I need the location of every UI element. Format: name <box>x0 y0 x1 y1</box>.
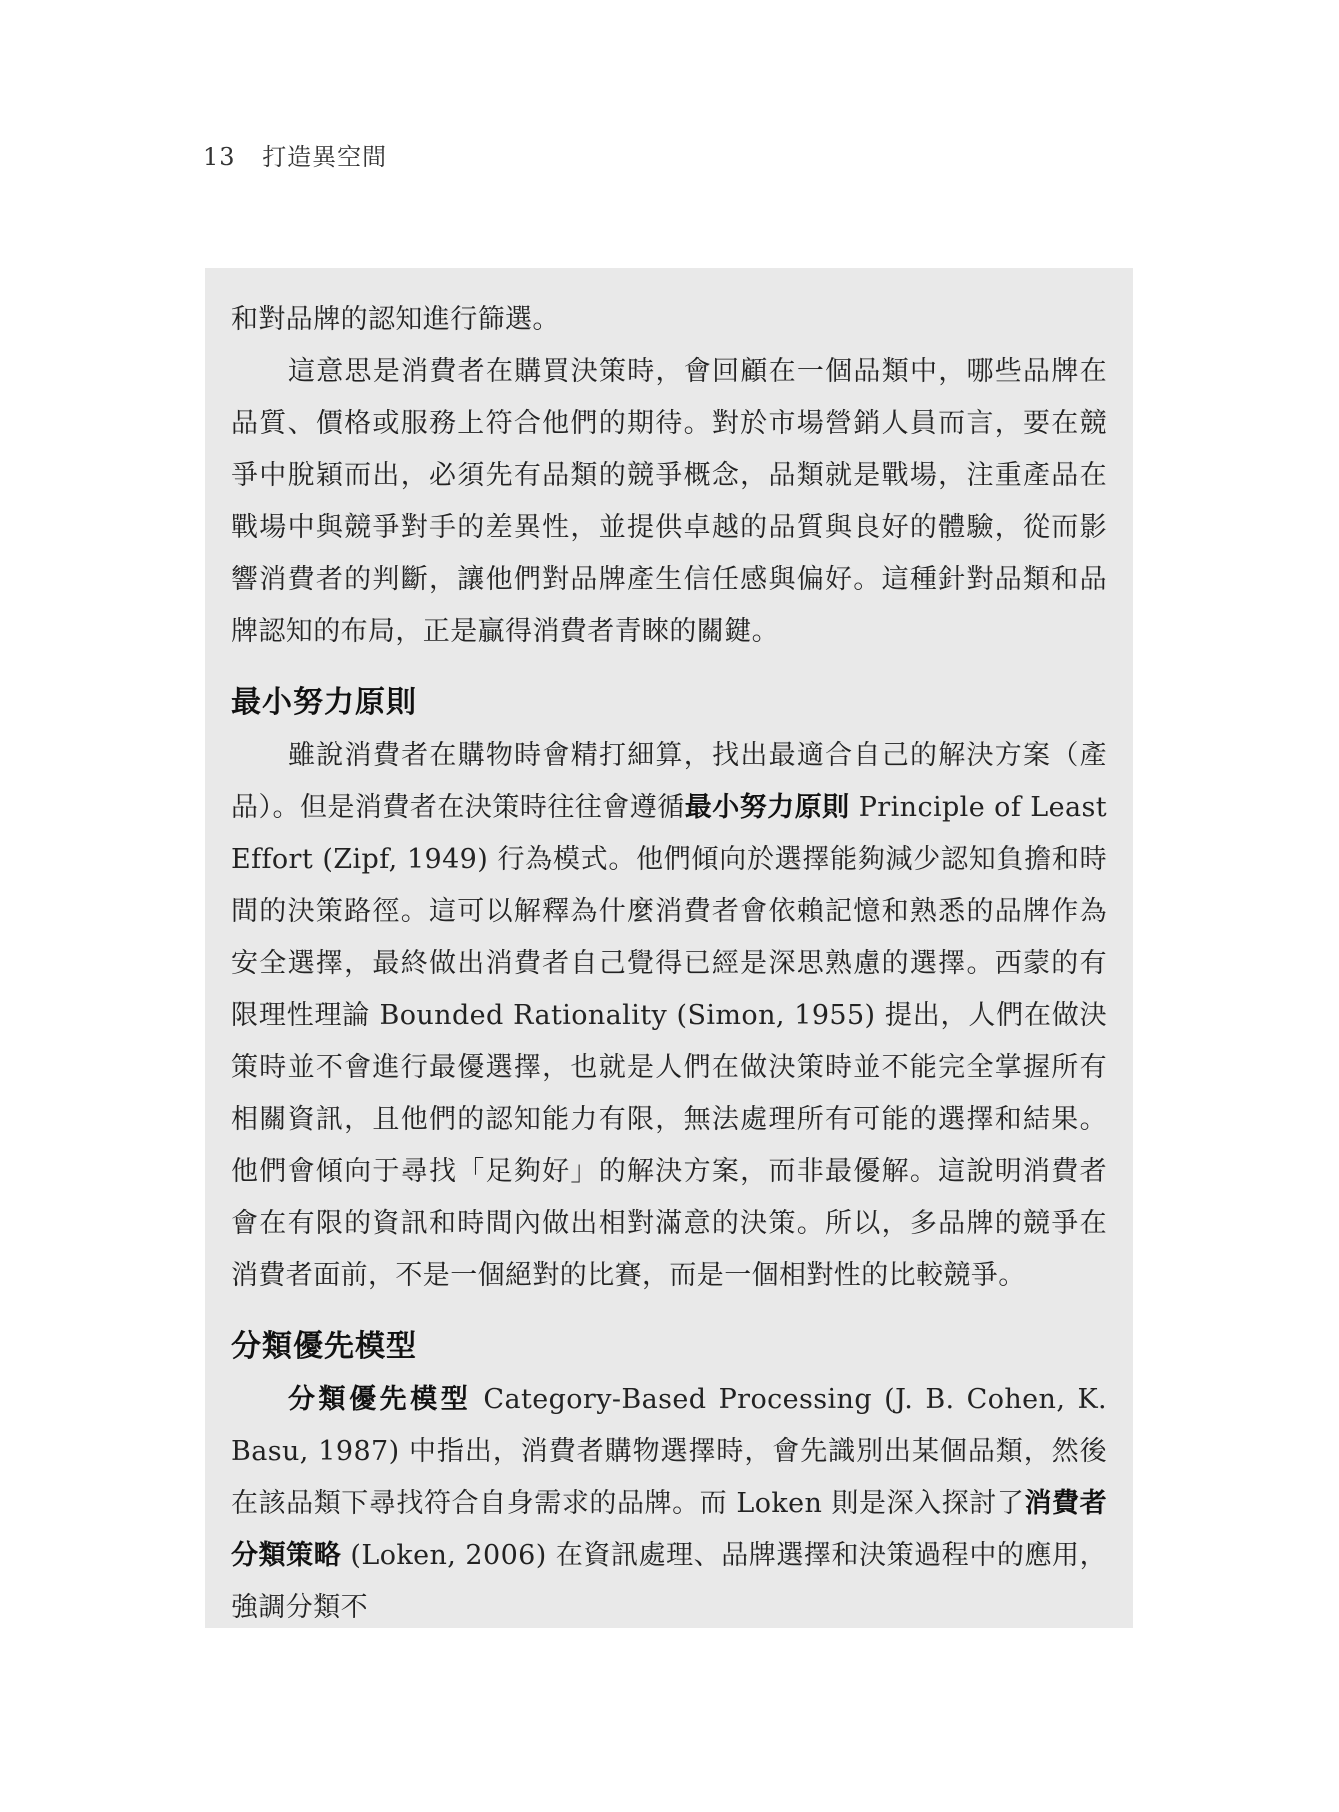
chapter-title: 打造異空間 <box>262 143 388 171</box>
section-heading-category: 分類優先模型 <box>231 1329 417 1364</box>
least-effort-text-2: Principle of Least Effort (Zipf, 1949) 行為模式。他們傾向於選擇能夠減少認知負擔和時間的決策路徑。這可以解釋為什麼消費者會依賴記憶和熟悉的品牌作為安全選擇，最終做出消費者自己覺得已經是深思熟慮的選擇。西蒙的有限理性理論 Bounded Rationality (Simon, 1955) 提出，人們在做決策時並不會進行最優選擇，也就是人們在做決策時並不能完全掌握所有相關資訊，且他們的認知能力有限，無法處理所有可能的選擇和結果。他們會傾向于尋找「足夠好」的解決方案，而非最優解。這說明消費者會在有限的資訊和時間內做出相對滿意的決策。所以，多品牌的競爭在消費者面前，不是一個絕對的比賽，而是一個相對性的比較競爭。 <box>231 792 1107 1291</box>
running-header <box>203 142 387 172</box>
section-heading-least-effort: 最小努力原則 <box>231 685 417 720</box>
least-effort-paragraph <box>231 730 1107 1302</box>
consumer-category-strategy-term: 消費者分類策略 <box>231 1488 1107 1571</box>
continued-paragraph: 和對品牌的認知進行篩選。 <box>231 304 560 335</box>
shaded-content-box <box>205 268 1133 1628</box>
intro-paragraph: 這意思是消費者在購買決策時，會回顧在一個品類中，哪些品牌在品質、價格或服務上符合他們的期待。對於市場營銷人員而言，要在競爭中脫穎而出，必須先有品類的競爭概念，品類就是戰場，注重產品在戰場中與競爭對手的差異性，並提供卓越的品質與良好的體驗，從而影響消費者的判斷，讓他們對品牌產生信任感與偏好。這種針對品類和品牌認知的布局，正是贏得消費者青睞的關鍵。 <box>231 356 1107 647</box>
page-number: 13 <box>203 143 236 171</box>
least-effort-text-1: 雖說消費者在購物時會精打細算，找出最適合自己的解決方案（產品）。但是消費者在決策時往往會遵循 <box>231 740 1107 823</box>
category-term: 分類優先模型 <box>288 1384 472 1415</box>
category-text-2: (Loken, 2006) 在資訊處理、品牌選擇和決策過程中的應用，強調分類不 <box>231 1540 1107 1623</box>
category-paragraph <box>231 1374 1107 1634</box>
least-effort-term: 最小努力原則 <box>684 792 850 823</box>
category-text-1: Category-Based Processing (J. B. Cohen, K. Basu, 1987) 中指出，消費者購物選擇時，會先識別出某個品類，然後在該品類下尋找符合自身需求的品牌。而 Loken 則是深入探討了 <box>231 1384 1107 1519</box>
